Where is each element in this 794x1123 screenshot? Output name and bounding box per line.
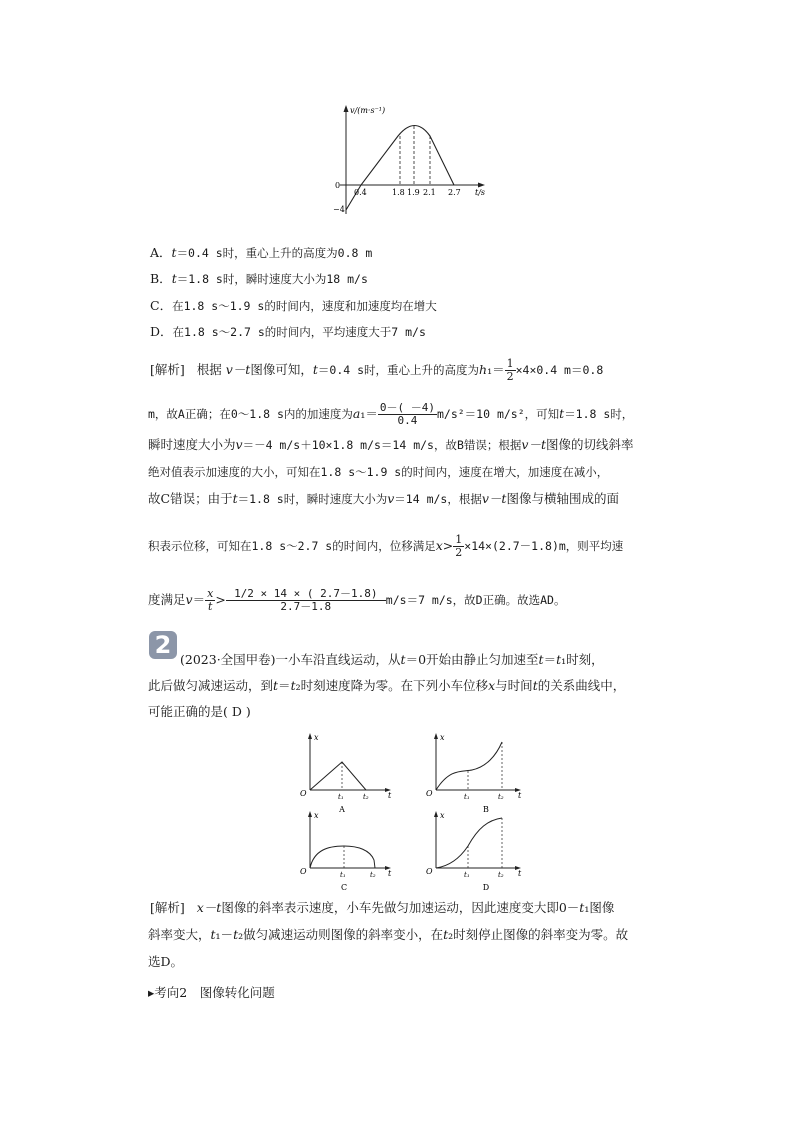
tick-t1: t₁ [338,793,344,801]
text: ₁－ [215,927,234,942]
var: h [479,362,488,377]
text: ＝14 m/s，根据 [394,492,482,506]
analysis-tag: [解析] [150,900,185,915]
tick-t2: t₂ [498,871,504,879]
text: m/s²＝10 m/s²，可知 [436,407,560,421]
var-t: t [171,245,177,260]
numerator: 1 [455,533,463,546]
option-letter: B． [150,271,172,286]
var: v－t [225,362,251,377]
var: x－t [196,900,222,915]
panel-label-a: A [339,805,345,814]
y-label: x [314,733,319,742]
text: m，故A正确；在0～1.8 s内的加速度为 [148,407,353,421]
numerator: 1/2 × 14 × ( 2.7－1.8) [226,588,386,601]
var: t [556,652,562,667]
fraction-avg-velocity [226,588,386,613]
q1-analysis-line-6 [148,534,678,559]
text: ₁＝ [487,362,505,377]
q1-analysis-line-3 [148,437,678,453]
option-a[interactable] [150,245,372,261]
q2-analysis-line-2 [148,927,678,943]
y-tick-minus4: −4 [333,205,345,214]
var: t [290,678,296,693]
text: 图像可知， [250,362,313,377]
text: > [215,592,226,607]
text: 此后做匀减速运动，到 [148,678,274,693]
var: t [210,927,216,942]
y-axis-arrow [308,733,312,739]
option-letter: D． [150,324,173,339]
x-axis-label: t/s [475,188,486,197]
var: t [232,491,238,506]
text: 的关系曲线中， [537,678,626,693]
y-axis-arrow [434,811,438,817]
var-t: t [171,271,177,286]
numerator: x [207,587,214,600]
curve [436,818,502,868]
text: ₁图像 [584,900,615,915]
text: ＝ [543,652,557,667]
x-t-option-graphs [290,728,540,893]
text: ＝0开始由静止匀加速至 [405,652,539,667]
q2-analysis-line-3: 选D。 [148,954,184,969]
text: ＝1.8 s时， [564,407,634,421]
x-label: t [388,791,392,800]
graph-b [426,733,522,814]
option-text: ＝0.4 s时，重心上升的高度为0.8 m [176,246,373,260]
x-tick-1.9: 1.9 [407,188,420,197]
option-b[interactable] [150,271,368,287]
x-tick-2.7: 2.7 [448,188,461,197]
denominator: 2 [506,370,514,383]
graph-c [300,811,392,892]
text: 积表示位移，可知在1.8 s～2.7 s的时间内，位移满足 [148,539,436,553]
var: t [559,406,565,421]
triangle-marker-icon: ▸ [148,985,155,1000]
denominator: t [207,600,213,613]
text: 图像的斜率表示速度，小车先做匀加速运动，因此速度变大即0－ [221,900,580,915]
tick-t2: t₂ [363,793,369,801]
tick-t1: t₁ [340,871,346,879]
q1-analysis-line-4: 绝对值表示加速度的大小，可知在1.8 s～1.9 s的时间内，速度在增大，加速度在减小， [148,465,609,479]
var: t [400,652,406,667]
var: v [185,592,193,607]
text: ＝－4 m/s＋10×1.8 m/s＝14 m/s，故B错误；根据 [242,438,522,452]
denominator: 2 [455,546,463,559]
text: m/s＝7 m/s，故D正确。故选AD。 [385,593,566,607]
text: 与时间 [495,678,533,693]
y-label: x [440,733,445,742]
text: 故C错误；由于 [148,491,233,506]
tick-t2: t₂ [498,793,504,801]
x-tick-2.1: 2.1 [423,188,436,197]
text: 瞬时速度大小为 [148,437,236,452]
option-d[interactable] [150,324,426,340]
origin: O [426,789,433,798]
var: v [387,491,395,506]
text: ＝1.8 s时，瞬时速度大小为 [237,492,388,506]
y-label: x [314,811,319,820]
text: 斜率变大， [148,927,211,942]
option-c[interactable] [150,298,437,314]
var: x [488,678,496,693]
curve [310,846,375,868]
q1-analysis-line-5 [148,491,678,507]
text: (2023·全国甲卷)一小车沿直线运动，从 [180,652,401,667]
var: t [538,652,544,667]
var: v－t [481,491,507,506]
question-number-badge [149,631,177,659]
tick-t1: t₁ [464,871,470,879]
origin: O [426,867,433,876]
denominator: 0.4 [397,414,418,427]
x-label: t [388,869,392,878]
x-tick-0.4: 0.4 [354,188,367,197]
fraction-half [505,358,516,383]
q2-line-1 [180,652,710,668]
text: ×4×0.4 m＝0.8 [515,363,604,377]
var: t [312,362,318,377]
var: v [235,437,243,452]
x-axis-arrow [478,183,485,188]
graph-d [426,811,522,892]
var: t [532,678,538,693]
q1-analysis-line-7 [148,588,678,613]
question-number: 2 [154,631,172,659]
q2-line-3: 可能正确的是( D ) [148,704,251,719]
var: t [273,678,279,693]
numerator: 1 [506,357,514,370]
q2-line-2 [148,678,678,694]
fraction-x-over-t [205,588,215,613]
origin: O [300,789,307,798]
option-letter: A． [150,245,172,260]
y-axis-arrow [308,811,312,817]
v-t-graph [330,100,490,220]
section-title: 考向2 图像转化问题 [154,985,275,1000]
option-letter: C． [150,298,173,313]
tick-t1: t₁ [464,793,470,801]
y-axis-arrow [434,733,438,739]
option-text: 在1.8 s～2.7 s的时间内，平均速度大于7 m/s [172,325,426,339]
panel-label-c: C [340,883,348,892]
curve [436,742,502,790]
text: 根据 [196,362,222,377]
text: ＝0.4 s时，重心上升的高度为 [317,363,480,377]
x-label: t [518,869,522,878]
text: 图像与横轴围成的面 [506,491,619,506]
tick-t2: t₂ [370,871,376,879]
analysis-tag: [解析] [150,362,185,377]
var: a [352,406,361,421]
var: t [579,900,585,915]
q2-analysis-line-1 [150,900,680,916]
x-tick-1.8: 1.8 [392,188,405,197]
section-heading [148,985,678,1001]
y-axis-label: v/(m·s⁻¹) [350,106,386,115]
var: t [233,927,239,942]
var: x [435,538,443,553]
y-label: x [440,811,445,820]
fraction-half [453,534,464,559]
graph-a [300,733,392,814]
numerator: 0－( －4) [379,401,435,414]
x-label: t [518,791,522,800]
text: ＝ [192,592,206,607]
panel-label-b: B [483,805,489,814]
panel-label-d: D [482,883,490,892]
fraction-accel [378,402,437,427]
var: t [443,927,449,942]
y-axis-arrow [344,105,349,112]
text: 图像的切线斜率 [546,437,634,452]
text: ＝ [278,678,291,693]
text: ₂时刻速度降为零。在下列小车位移 [295,678,489,693]
curve [310,762,366,790]
text: > [442,538,454,553]
q1-analysis-line-1 [150,358,680,383]
option-text: ＝1.8 s时，瞬时速度大小为18 m/s [176,272,368,286]
text: 度满足 [148,592,186,607]
text: ₁＝ [360,406,378,421]
denominator: 2.7－1.8 [280,600,332,613]
text: ₁时刻， [561,652,604,667]
option-text: 在1.8 s～1.9 s的时间内，速度和加速度均在增大 [172,299,437,313]
text: ₂做匀减速运动则图像的斜率变小，在 [238,927,444,942]
origin: O [300,867,307,876]
var: v－t [521,437,546,452]
text: ×14×(2.7－1.8)m，则平均速 [464,539,624,553]
origin-label: 0 [335,181,341,190]
q1-analysis-line-2 [148,402,678,427]
text: ₂时刻停止图像的斜率变为零。故 [448,927,629,942]
